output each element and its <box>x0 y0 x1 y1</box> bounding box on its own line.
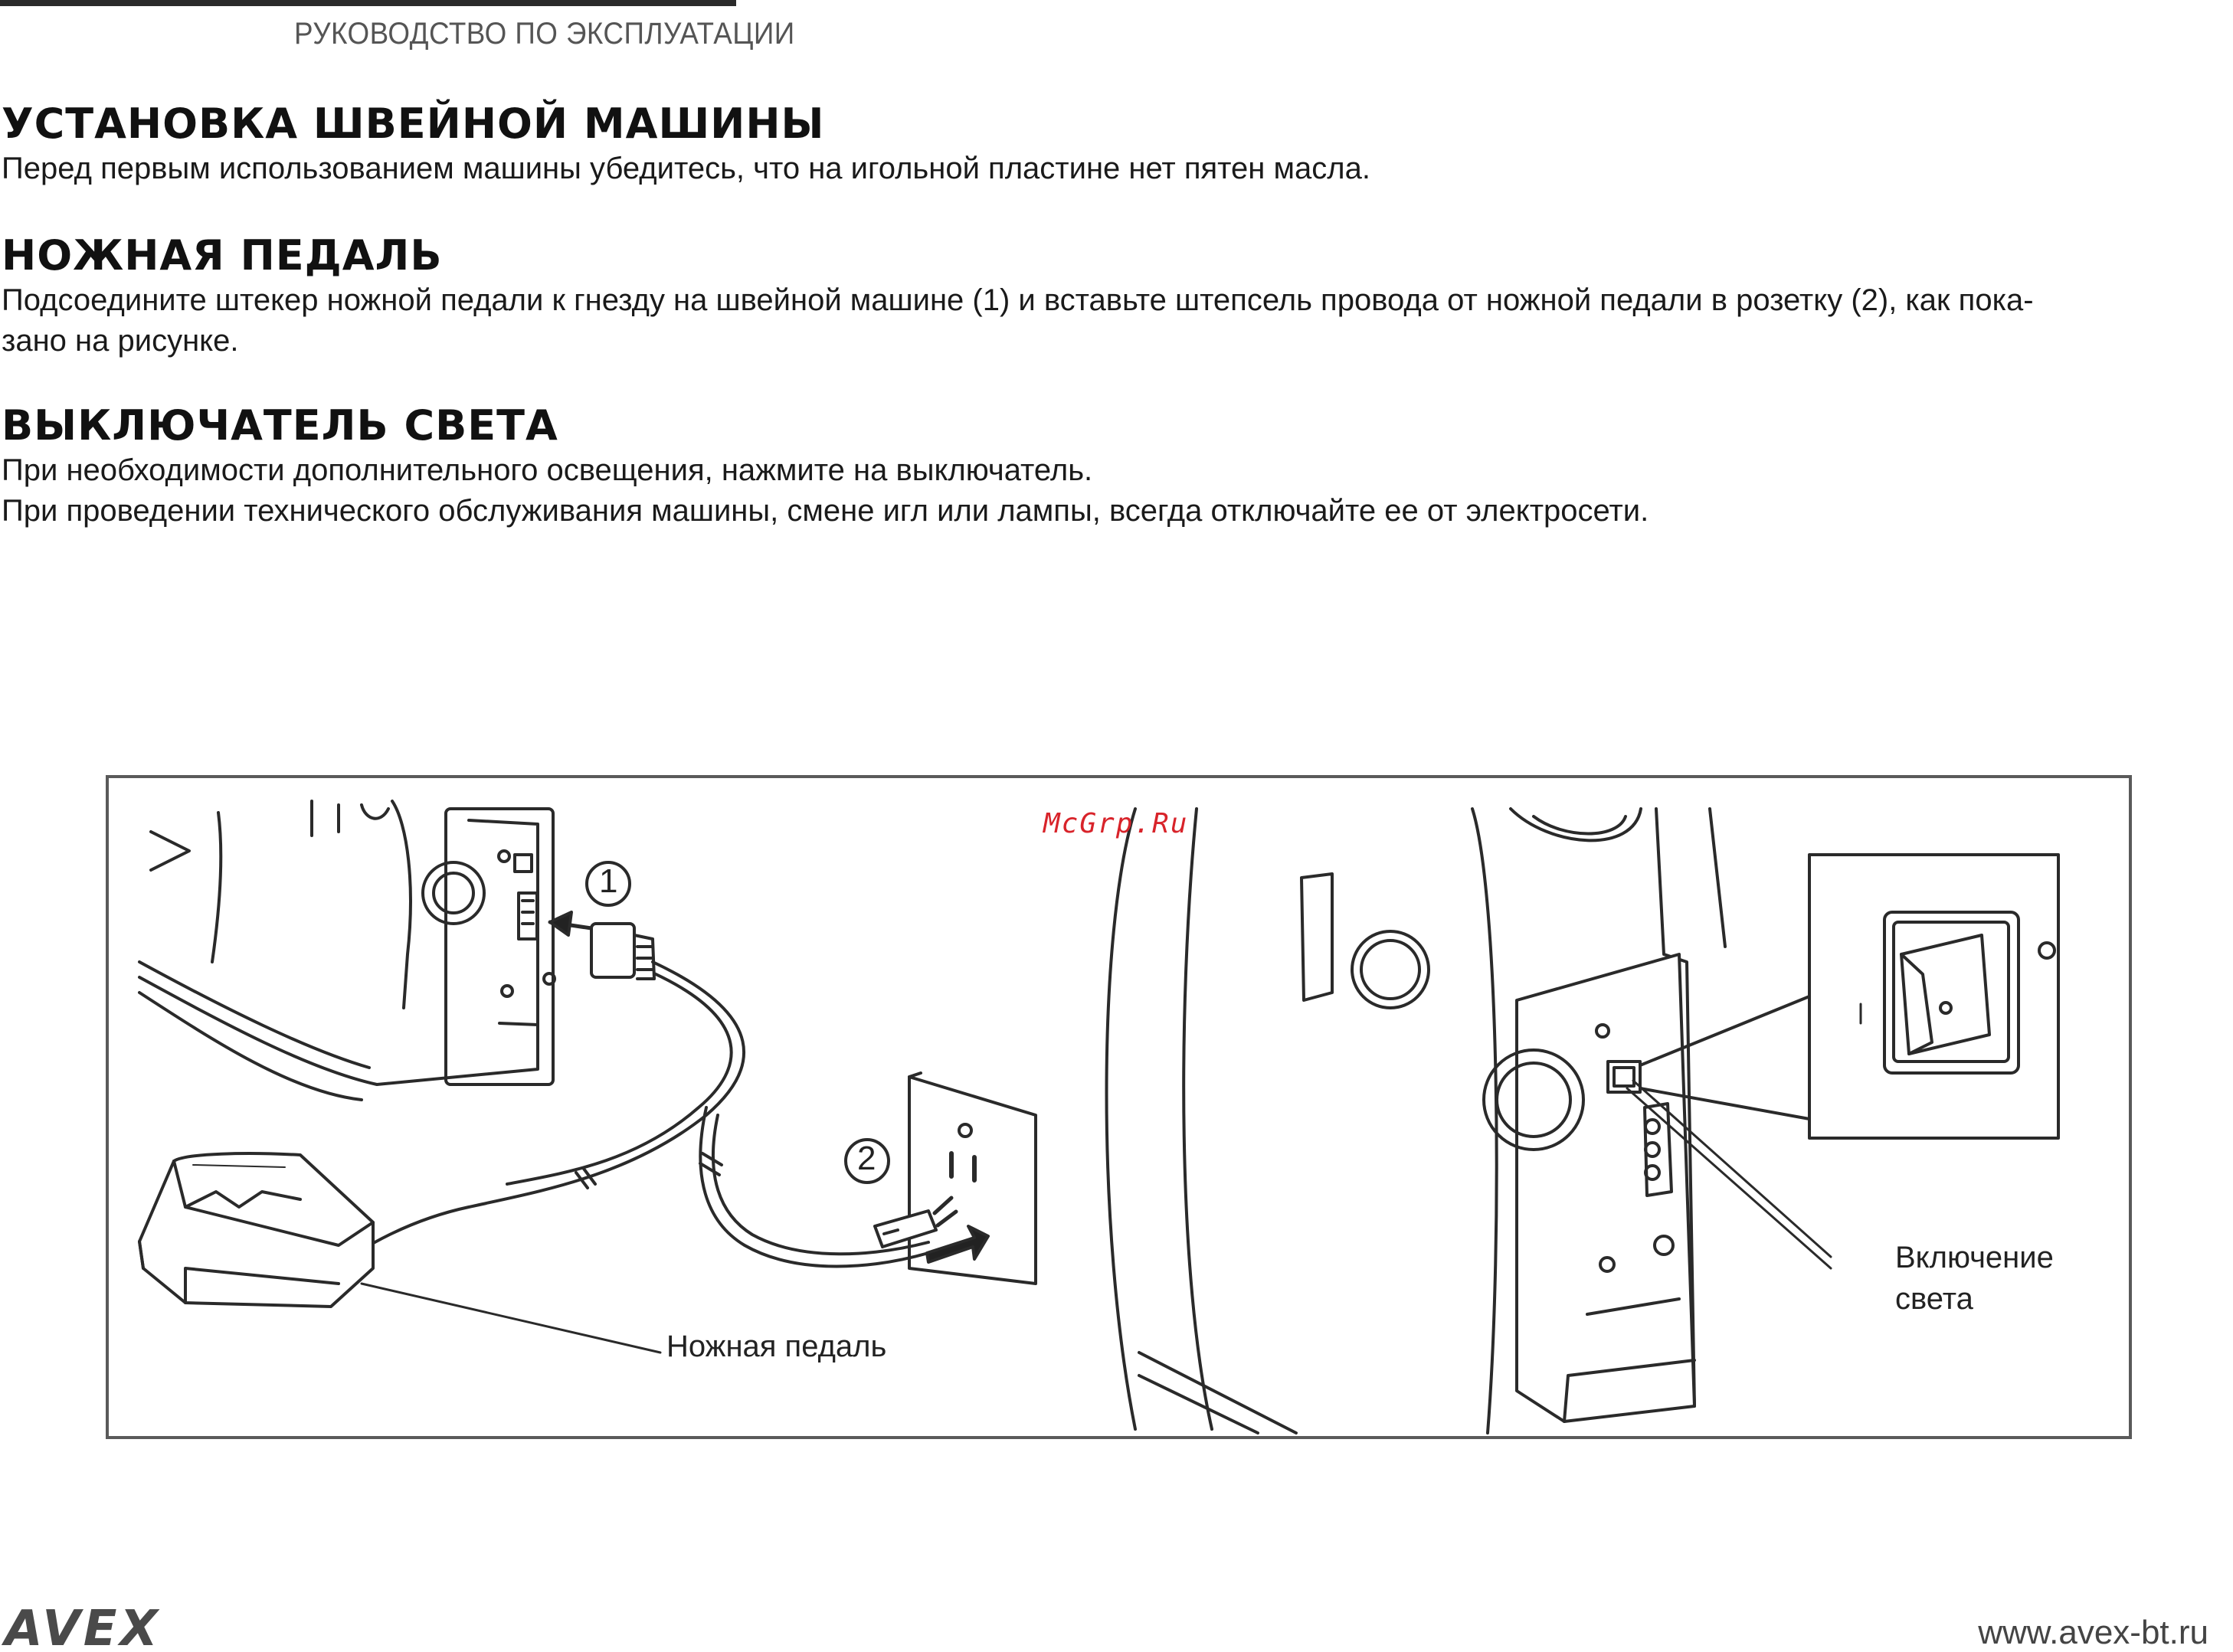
section-foot-pedal-text-line2: зано на рисунке. <box>2 324 239 358</box>
machine-plug-connector <box>591 924 654 979</box>
light-switch-label-line1: Включение <box>1895 1241 2054 1274</box>
section-title-installation: УСТАНОВКА ШВЕЙНОЙ МАШИНЫ <box>2 100 825 148</box>
watermark: McGrp.Ru <box>1043 808 1189 839</box>
section-light-switch-text-line2: При проведении технического обслуживания машины, смене игл или лампы, всегда отключайте ее от электросети. <box>2 494 1649 528</box>
section-installation-text: Перед первым использованием машины убедитесь, что на игольной пластине нет пятен масла. <box>2 152 1370 185</box>
section-title-foot-pedal: НОЖНАЯ ПЕДАЛЬ <box>2 231 443 280</box>
section-foot-pedal-text-line1: Подсоедините штекер ножной педали к гнезду на швейной машине (1) и вставьте штепсель провода от ножной педали в розетку (2), как пока- <box>2 283 2034 317</box>
wall-plug <box>875 1198 956 1247</box>
plug-insert-arrow <box>550 912 591 935</box>
website-url[interactable]: www.avex-bt.ru <box>1978 1614 2208 1651</box>
avex-logo <box>0 1608 268 1651</box>
switch-zoom-inset <box>1640 855 2058 1138</box>
svg-text:AVEX: AVEX <box>5 1608 161 1647</box>
pedal-leader-line <box>362 1284 660 1353</box>
sewing-machine-left-illustration <box>139 801 555 1100</box>
callout-1-number: 1 <box>599 862 618 900</box>
foot-pedal-label: Ножная педаль <box>666 1330 887 1363</box>
section-light-switch-text-line1: При необходимости дополнительного освещения, нажмите на выключатель. <box>2 453 1093 487</box>
illustration-frame <box>106 775 2132 1439</box>
sewing-machine-right-illustration <box>1107 809 1726 1433</box>
header-rule <box>0 0 736 6</box>
callout-2-number: 2 <box>857 1140 876 1177</box>
illustration <box>109 778 2129 1436</box>
running-header: РУКОВОДСТВО ПО ЭКСПЛУАТАЦИИ <box>294 17 795 51</box>
section-title-light-switch: ВЫКЛЮЧАТЕЛЬ СВЕТА <box>2 401 558 450</box>
foot-pedal <box>139 1153 373 1307</box>
light-switch-label-line2: света <box>1895 1282 1973 1316</box>
power-cord <box>339 962 928 1268</box>
